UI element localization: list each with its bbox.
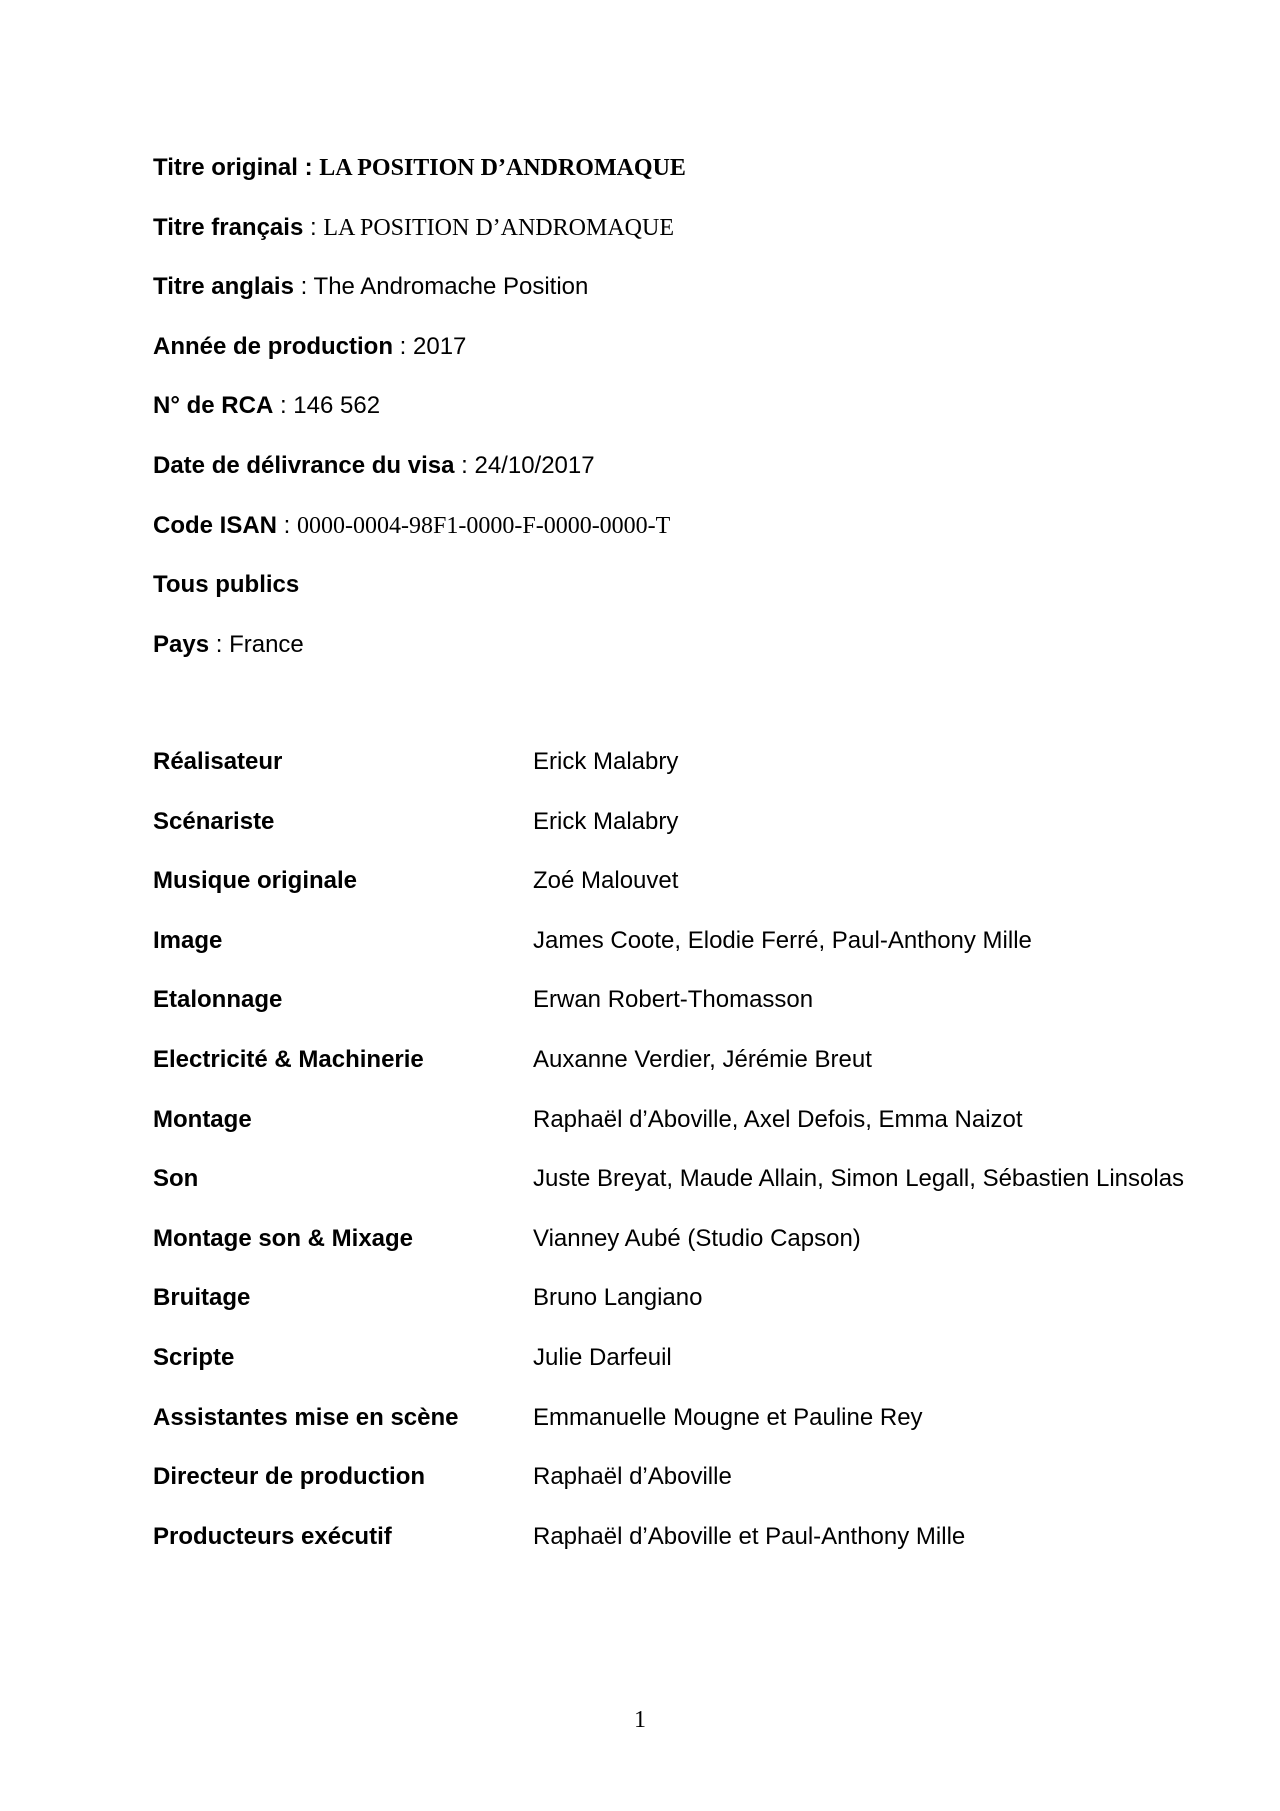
- credit-row: [153, 1340, 1268, 1400]
- info-label: Code ISAN: [153, 511, 278, 539]
- credit-row: [153, 1400, 1268, 1460]
- credit-row: [153, 1221, 1268, 1281]
- info-value: LA POSITION D’ANDROMAQUE: [319, 155, 686, 181]
- credit-row: [153, 923, 1268, 983]
- credit-row: [153, 1102, 1268, 1162]
- credit-row: [153, 1161, 1268, 1221]
- info-value: 0000-0004-98F1-0000-F-0000-0000-T: [297, 512, 671, 539]
- info-value: The Andromache Position: [313, 273, 589, 301]
- credit-name: Zoé Malouvet: [533, 867, 679, 895]
- info-value: 2017: [413, 332, 467, 360]
- info-value: 146 562: [293, 392, 381, 420]
- credit-name: Erick Malabry: [533, 807, 679, 835]
- credit-row: [153, 1459, 1268, 1519]
- info-label: Tous publics: [153, 571, 300, 599]
- info-label: N° de RCA: [153, 392, 274, 420]
- info-separator: :: [277, 511, 298, 539]
- credit-role: Assistantes mise en scène: [153, 1403, 459, 1431]
- credit-name: Raphaël d’Aboville, Axel Defois, Emma Naizot: [533, 1105, 1023, 1133]
- credit-name: Erwan Robert-Thomasson: [533, 986, 814, 1014]
- info-label: Titre anglais: [153, 273, 294, 301]
- credit-row: [153, 863, 1268, 923]
- credit-name: Erick Malabry: [533, 748, 679, 775]
- info-separator: :: [454, 451, 475, 479]
- info-row-production-year: [153, 329, 1153, 389]
- info-row-english-title: [153, 269, 1153, 329]
- credit-role: Réalisateur: [153, 748, 283, 775]
- film-info-section: [153, 150, 1153, 686]
- info-separator: :: [209, 630, 230, 658]
- credit-name: Emmanuelle Mougne et Pauline Rey: [533, 1403, 923, 1431]
- credit-row: [153, 1042, 1268, 1102]
- info-separator: :: [297, 154, 320, 181]
- credit-role: Montage: [153, 1105, 252, 1133]
- info-row-country: [153, 627, 1153, 687]
- credit-role: Electricité & Machinerie: [153, 1045, 424, 1073]
- credit-name: Bruno Langiano: [533, 1284, 703, 1312]
- credit-row: [153, 1519, 1268, 1579]
- info-label: Titre original: [153, 154, 298, 181]
- info-row-french-title: [153, 210, 1153, 270]
- credit-role: Musique originale: [153, 867, 358, 895]
- credit-name: Raphaël d’Aboville: [533, 1463, 732, 1491]
- credit-row: [153, 1280, 1268, 1340]
- info-label: Date de délivrance du visa: [153, 451, 455, 479]
- credit-name: Julie Darfeuil: [533, 1343, 672, 1371]
- info-separator: :: [303, 213, 324, 241]
- credit-row: [153, 744, 1268, 804]
- info-separator: :: [293, 273, 314, 301]
- credit-role: Image: [153, 926, 223, 954]
- credits-table: [153, 744, 1268, 1578]
- credit-name: Vianney Aubé (Studio Capson): [533, 1224, 861, 1252]
- info-row-rca-number: [153, 388, 1153, 448]
- info-value: LA POSITION D’ANDROMAQUE: [323, 214, 674, 241]
- credit-name: Auxanne Verdier, Jérémie Breut: [533, 1045, 872, 1073]
- info-row-audience: [153, 567, 1153, 627]
- credit-row: [153, 982, 1268, 1042]
- credit-name: Juste Breyat, Maude Allain, Simon Legall, Sébastien Linsolas: [533, 1165, 1185, 1193]
- credit-role: Etalonnage: [153, 986, 283, 1014]
- credit-role: Producteurs exécutif: [153, 1522, 392, 1550]
- credit-name: Raphaël d’Aboville et Paul-Anthony Mille: [533, 1522, 966, 1550]
- info-label: Titre français: [153, 213, 304, 241]
- credit-name: James Coote, Elodie Ferré, Paul-Anthony Mille: [533, 926, 1032, 954]
- credit-role: Scripte: [153, 1343, 235, 1371]
- credit-role: Montage son & Mixage: [153, 1224, 414, 1252]
- credit-role: Bruitage: [153, 1284, 251, 1312]
- info-separator: :: [393, 332, 414, 360]
- info-value: France: [229, 630, 304, 658]
- info-row-original-title: [153, 150, 1153, 210]
- credit-role: Son: [153, 1165, 199, 1193]
- info-separator: :: [273, 392, 294, 420]
- info-label: Pays: [153, 630, 210, 658]
- info-label: Année de production: [153, 332, 393, 360]
- info-row-isan-code: [153, 508, 1153, 568]
- credit-role: Scénariste: [153, 807, 275, 835]
- info-value: 24/10/2017: [474, 451, 595, 479]
- credit-row: [153, 804, 1268, 864]
- info-row-visa-date: [153, 448, 1153, 508]
- credit-role: Directeur de production: [153, 1463, 426, 1491]
- page-number: 1: [634, 1707, 646, 1733]
